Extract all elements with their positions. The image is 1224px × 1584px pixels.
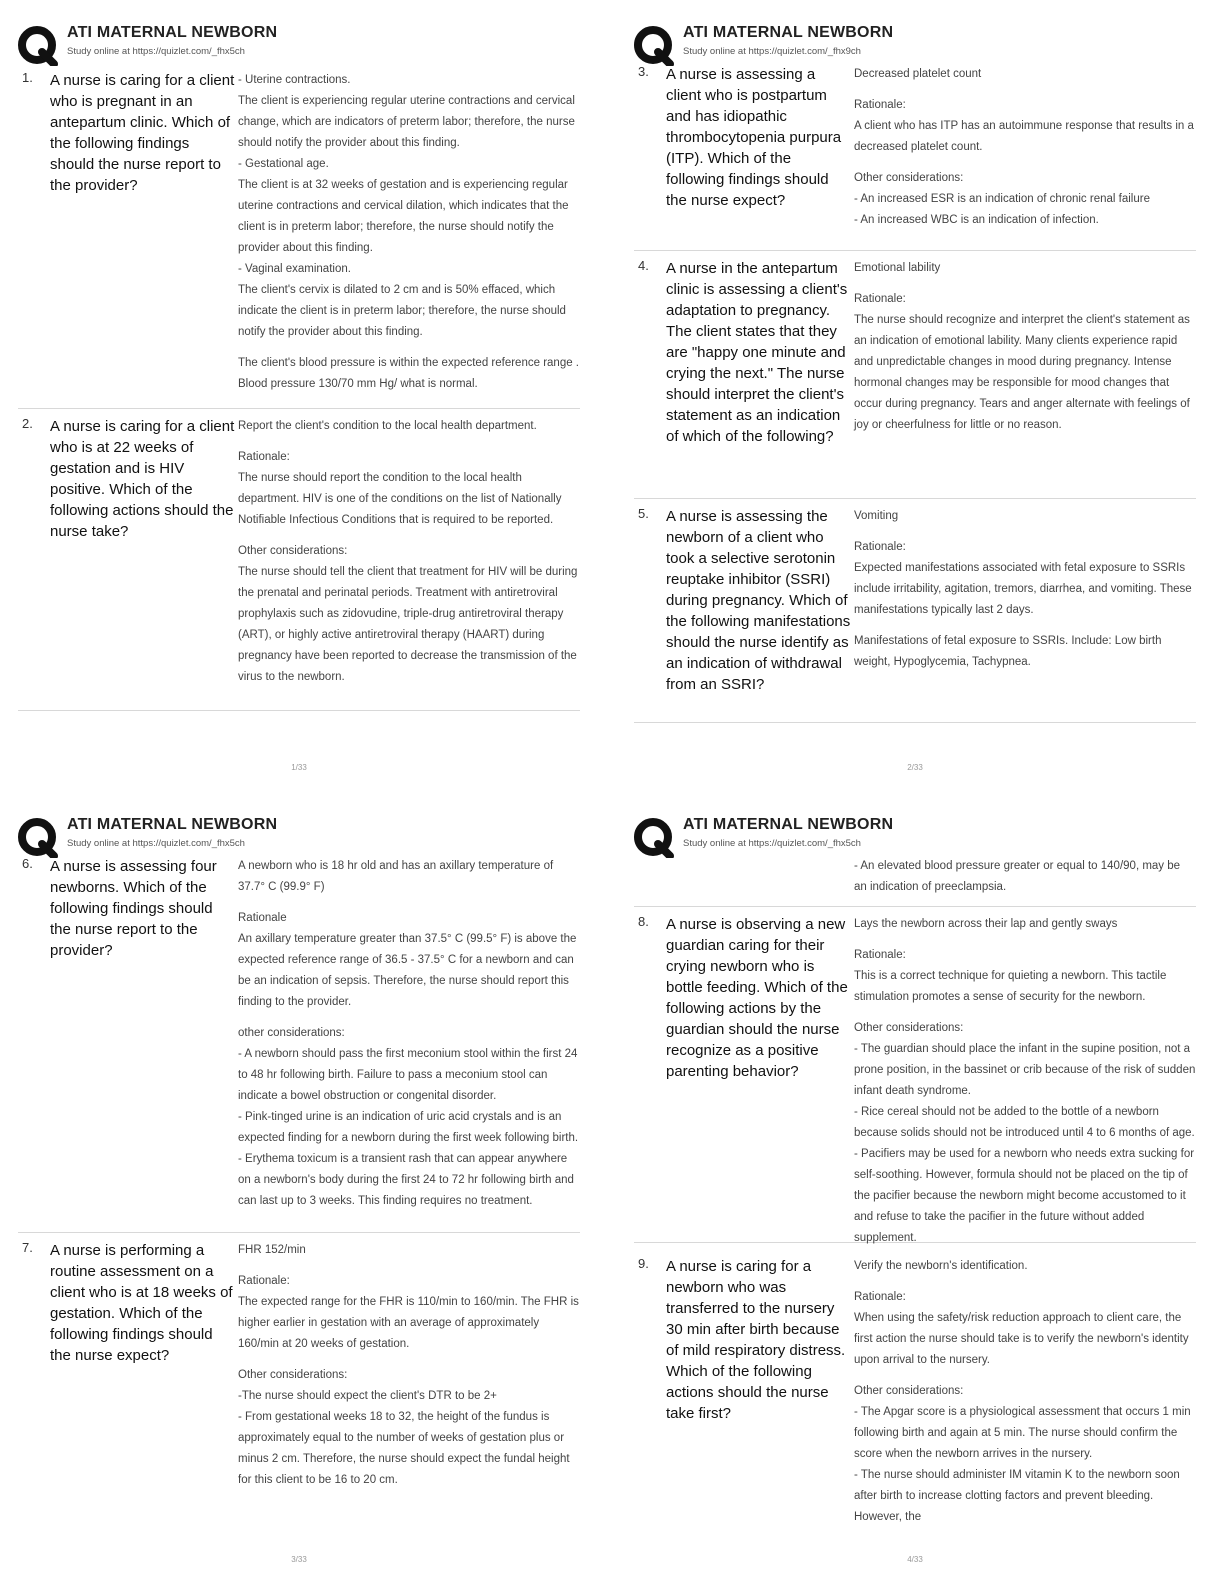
other-considerations-text: The nurse should tell the client that treatment for HIV will be during the prenatal and perinatal periods. Treatment with antiretroviral prophylaxis such as zidovudine, triple-drug antiretroviral therapy (ART), or highly active antiretroviral therapy (HAART) during pregnancy have been reported to decrease the transmission of the virus to the newborn. [238,566,578,683]
document-title: ATI MATERNAL NEWBORN [67,24,278,41]
study-online-link[interactable]: Study online at https://quizlet.com/_fhx5ch [683,838,861,849]
other-consideration: - From gestational weeks 18 to 32, the height of the fundus is approximately equal to the number of weeks of gestation plus or minus 2 cm. Therefore, the nurse should expect the fundal height for this client to be 16 to 20 cm. [238,1411,570,1486]
answer-block [854,258,1196,436]
rationale-label: Rationale: [854,1291,906,1303]
correct-answer: FHR 152/min [238,1244,306,1256]
quizlet-logo-icon [634,26,674,66]
rationale-text: This is a correct technique for quieting a newborn. This tactile stimulation promotes a sense of security for the newborn. [854,970,1167,1003]
question-row-9 [634,1256,1196,1526]
other-considerations-label: other considerations: [238,1027,345,1039]
document-title: ATI MATERNAL NEWBORN [67,816,278,833]
rationale-label: Rationale: [854,541,906,553]
rationale-label: Rationale: [238,451,290,463]
page-number: 3/33 [291,1555,307,1564]
study-online-link[interactable]: Study online at https://quizlet.com/_fhx5ch [67,46,245,57]
other-considerations-label: Other considerations: [854,172,964,184]
continued-row [634,856,1196,907]
rationale-label: Rationale: [854,293,906,305]
answer-block [238,856,580,1212]
document-page-1 [18,22,598,792]
question-number: 6. [22,856,33,871]
rationale-label: Rationale [238,912,287,924]
correct-answer: Verify the newborn's identification. [854,1260,1028,1272]
answer-line: - Vaginal examination. [238,263,351,275]
correct-answer: Vomiting [854,510,899,522]
correct-answer: A newborn who is 18 hr old and has an axillary temperature of 37.7° C (99.9° F) [238,860,554,893]
document-title: ATI MATERNAL NEWBORN [683,24,894,41]
question-text: A nurse is caring for a client who is at 22 weeks of gestation and is HIV positive. Which of the following actions should the nurse take? [50,418,235,540]
question-number: 9. [638,1256,649,1271]
other-consideration: - The guardian should place the infant in the supine position, not a prone position, in the bassinet or crib because of the risk of sudden infant death syndrome. [854,1043,1196,1097]
question-text: A nurse is assessing a client who is postpartum and has idiopathic thrombocytopenia purpura (ITP). Which of the following findings should the nurse expect? [666,66,842,209]
question-row-2 [18,416,580,711]
question-number: 3. [638,64,649,79]
question-row-3 [634,64,1196,251]
question-text: A nurse is assessing the newborn of a client who took a selective serotonin reuptake inhibitor (SSRI) during pregnancy. Which of the following manifestations should the nurse identify as an indication of withdrawal from an SSRI? [666,508,851,693]
answer-line: The client is experiencing regular uterine contractions and cervical change, which are indicators of preterm labor; therefore, the nurse should notify the provider about this finding. [238,95,575,149]
other-consideration: - An increased WBC is an indication of infection. [854,214,1099,226]
rationale-label: Rationale: [854,99,906,111]
question-text: A nurse is assessing four newborns. Which of the following findings should the nurse report to the provider? [50,858,217,959]
rationale-text: Expected manifestations associated with fetal exposure to SSRIs include irritability, agitation, tremors, diarrhea, and vomiting. These manifestations typically last 2 days. [854,562,1192,616]
question-text: A nurse is performing a routine assessment on a client who is at 18 weeks of gestation. Which of the following findings should the nurse expect? [50,1242,233,1364]
rationale-label: Rationale: [854,949,906,961]
answer-line: The client is at 32 weeks of gestation and is experiencing regular uterine contractions and cervical dilation, which indicates that the client is in preterm labor; therefore, the nurse should notify the provider about this finding. [238,179,569,254]
other-considerations-label: Other considerations: [238,1369,348,1381]
question-number: 1. [22,70,33,85]
answer-block [854,1256,1196,1528]
document-page-2 [634,22,1214,792]
answer-line: The client's blood pressure is within the expected reference range . Blood pressure 130/70 mm Hg/ what is normal. [238,357,579,390]
correct-answer: Decreased platelet count [854,68,982,80]
question-text: A nurse in the antepartum clinic is assessing a client's adaptation to pregnancy. The client states that they are "happy one minute and crying the next." The nurse should interpret the client's statement as an indication of which of the following? [666,260,848,445]
answer-line: The client's cervix is dilated to 2 cm and is 50% effaced, which indicate the client is in preterm labor; therefore, the nurse should notify the provider about this finding. [238,284,566,338]
other-consideration: - Pink-tinged urine is an indication of uric acid crystals and is an expected finding for a newborn during the first week following birth. [238,1111,579,1144]
answer-block [854,914,1196,1249]
other-consideration: - Rice cereal should not be added to the bottle of a newborn because solids should not be introduced until 4 to 6 months of age. [854,1106,1195,1139]
other-considerations-label: Other considerations: [238,545,348,557]
document-title: ATI MATERNAL NEWBORN [683,816,894,833]
other-consideration: - The nurse should administer IM vitamin K to the newborn soon after birth to increase clotting factors and prevent bleeding. However, the [854,1469,1180,1523]
answer-block [238,1240,580,1491]
question-row-8 [634,914,1196,1243]
other-considerations-label: Other considerations: [854,1022,964,1034]
other-consideration: -The nurse should expect the client's DTR to be 2+ [238,1390,497,1402]
rationale-text: A client who has ITP has an autoimmune response that results in a decreased platelet count. [854,120,1194,153]
quizlet-logo-icon [18,818,58,858]
question-row-7 [18,1240,580,1510]
page-number: 4/33 [907,1555,923,1564]
study-online-link[interactable]: Study online at https://quizlet.com/_fhx9ch [683,46,861,57]
question-number: 8. [638,914,649,929]
page-number: 2/33 [907,763,923,772]
other-consideration: - A newborn should pass the first meconium stool within the first 24 to 48 hr following birth. Failure to pass a meconium stool can indicate a bowel obstruction or congenital disorder. [238,1048,578,1102]
question-text: A nurse is observing a new guardian caring for their crying newborn who is bottle feeding. Which of the following actions by the guardian should the nurse recognize as a positive parenting behavior? [666,916,848,1080]
rationale-text: The nurse should report the condition to the local health department. HIV is one of the conditions on the list of Nationally Notifiable Infectious Conditions that is required to be reported. [238,472,562,526]
question-row-4 [634,258,1196,499]
question-row-6 [18,856,580,1233]
answer-block [238,416,580,688]
correct-answer: Lays the newborn across their lap and gently sways [854,918,1118,930]
continued-text: - An elevated blood pressure greater or equal to 140/90, may be an indication of preeclampsia. [854,860,1181,893]
rationale-label: Rationale: [238,1275,290,1287]
question-number: 5. [638,506,649,521]
correct-answer: Emotional lability [854,262,941,274]
question-text: A nurse is caring for a newborn who was transferred to the nursery 30 min after birth because of mild respiratory distress. Which of the following actions should the nurse take first? [666,1258,846,1422]
rationale-text: An axillary temperature greater than 37.5° C (99.5° F) is above the expected reference range of 36.5 - 37.5° C for a newborn and can be an indication of sepsis. Therefore, the nurse should report this finding to the provider. [238,933,577,1008]
question-number: 7. [22,1240,33,1255]
other-consideration: - Pacifiers may be used for a newborn who needs extra sucking for self-soothing. However, formula should not be placed on the tip of the pacifier because the newborn might become accustomed to it and refuse to take the pacifier in the future without added supplement. [854,1148,1195,1244]
quizlet-logo-icon [634,818,674,858]
other-consideration: - Erythema toxicum is a transient rash that can appear anywhere on a newborn's body during the first 24 to 72 hr following birth and can last up to 3 weeks. This finding requires no treatment. [238,1153,574,1207]
correct-answer: Report the client's condition to the local health department. [238,420,537,432]
rationale-text: The expected range for the FHR is 110/min to 160/min. The FHR is higher earlier in gestation with an average of approximately 160/min at 20 weeks of gestation. [238,1296,579,1350]
question-number: 2. [22,416,33,431]
question-text: A nurse is caring for a client who is pregnant in an antepartum clinic. Which of the following findings should the nurse report to the provider? [50,72,235,194]
answer-block [854,506,1196,673]
other-consideration: - The Apgar score is a physiological assessment that occurs 1 min following birth and again at 5 min. The nurse should confirm the score when the newborn arrives in the nursery. [854,1406,1191,1460]
other-considerations-label: Other considerations: [854,1385,964,1397]
additional-note: Manifestations of fetal exposure to SSRIs. Include: Low birth weight, Hypoglycemia, Tachypnea. [854,635,1162,668]
question-row-5 [634,506,1196,723]
other-consideration: - An increased ESR is an indication of chronic renal failure [854,193,1150,205]
answer-line: - Uterine contractions. [238,74,351,86]
answer-block [854,64,1196,231]
page-number: 1/33 [291,763,307,772]
study-online-link[interactable]: Study online at https://quizlet.com/_fhx5ch [67,838,245,849]
rationale-text: The nurse should recognize and interpret the client's statement as an indication of emotional lability. Many clients experience rapid and unpredictable changes in mood during pregnancy. Intense hormonal changes may be responsible for mood changes that occur during pregnancy. Tears and anger alternate with feelings of joy or cheerfulness for little or no reason. [854,314,1190,431]
question-row-1 [18,70,580,409]
answer-line: - Gestational age. [238,158,329,170]
document-page-4 [634,814,1214,1584]
answer-block [238,70,580,395]
rationale-text: When using the safety/risk reduction approach to client care, the first action the nurse should take is to verify the newborn's identity upon arrival to the nursery. [854,1312,1189,1366]
quizlet-logo-icon [18,26,58,66]
document-page-3 [18,814,598,1584]
question-number: 4. [638,258,649,273]
